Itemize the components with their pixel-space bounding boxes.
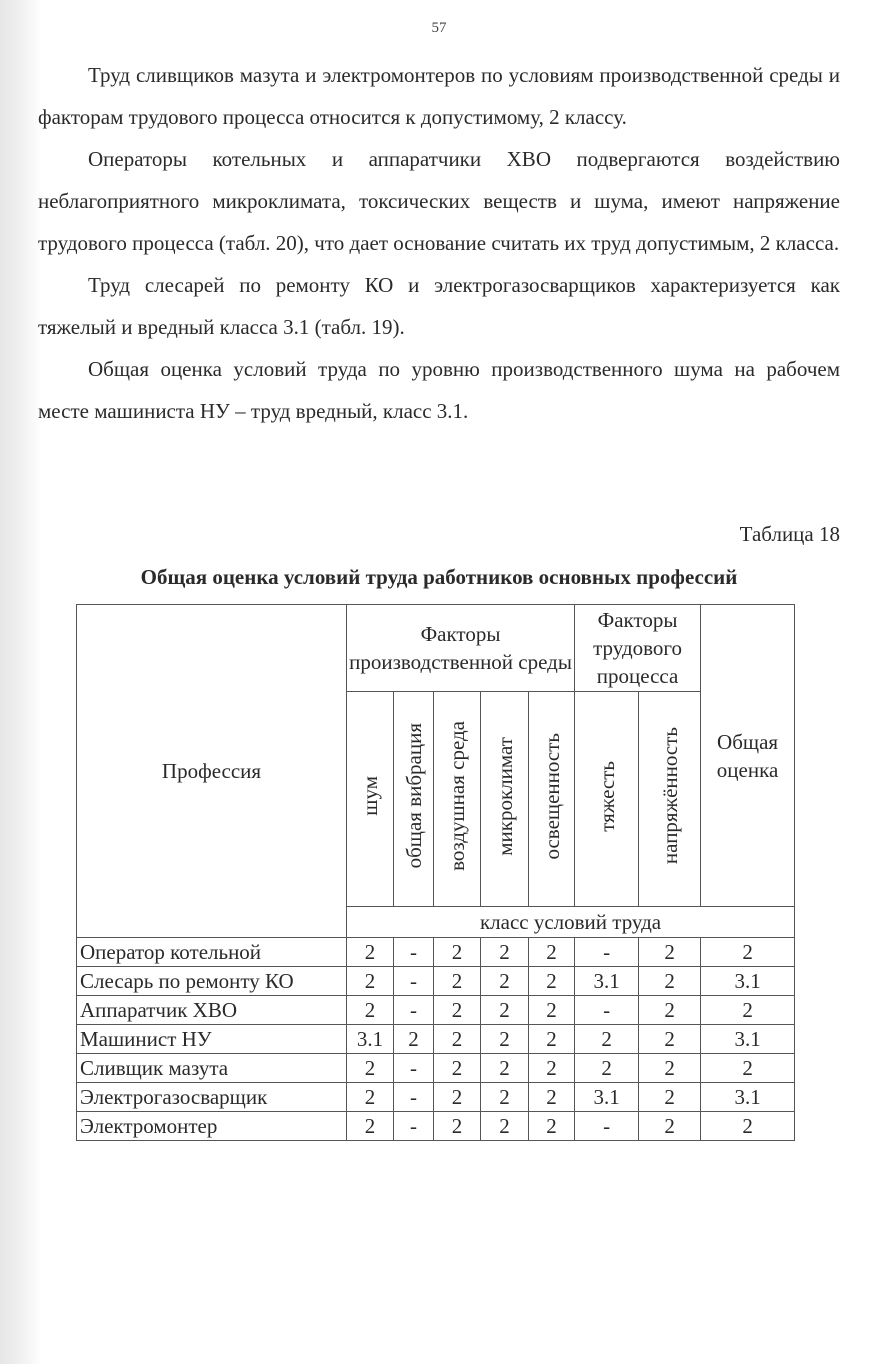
cell-overall: 2 [701, 1054, 795, 1083]
cell-value: 2 [434, 1112, 481, 1141]
cell-overall: 2 [701, 938, 795, 967]
header-class-label: класс условий труда [347, 907, 795, 938]
cell-profession: Слесарь по ремонту КО [77, 967, 347, 996]
cell-value: 2 [639, 1112, 701, 1141]
cell-overall: 2 [701, 996, 795, 1025]
header-factor-noise: шум [347, 692, 394, 907]
cell-value: 2 [434, 996, 481, 1025]
cell-overall: 3.1 [701, 1025, 795, 1054]
header-factor-microclimate: микроклимат [481, 692, 529, 907]
cell-profession: Оператор котельной [77, 938, 347, 967]
body-text [38, 54, 840, 432]
cell-value: - [394, 996, 434, 1025]
paragraph-2: Операторы котельных и аппаратчики ХВО подвергаются воздействию неблагоприятного микроклимата, токсических веществ и шума, имеют напряжение трудового процесса (табл. 20), что дает основание считать их труд допустимым, 2 класса. [38, 147, 840, 255]
cell-overall: 3.1 [701, 967, 795, 996]
cell-value: 2 [481, 1054, 529, 1083]
cell-value: 2 [394, 1025, 434, 1054]
header-factor-intensity: напряжённость [639, 692, 701, 907]
cell-overall: 3.1 [701, 1083, 795, 1112]
page-number: 57 [431, 20, 447, 36]
cell-value: - [575, 938, 639, 967]
cell-value: 2 [529, 996, 575, 1025]
header-overall: Общая оценка [701, 605, 795, 907]
scan-edge-shadow [0, 0, 42, 1364]
table-row [77, 996, 795, 1025]
cell-value: 2 [575, 1025, 639, 1054]
table-row [77, 1054, 795, 1083]
cell-value: 2 [529, 1083, 575, 1112]
cell-value: 2 [434, 1054, 481, 1083]
cell-value: 2 [347, 1112, 394, 1141]
header-factor-severity: тяжесть [575, 692, 639, 907]
cell-value: 2 [481, 1112, 529, 1141]
cell-overall: 2 [701, 1112, 795, 1141]
conditions-table [76, 604, 795, 1141]
table-row [77, 938, 795, 967]
table-row [77, 967, 795, 996]
cell-value: 2 [434, 1025, 481, 1054]
cell-value: 2 [434, 967, 481, 996]
cell-profession: Аппаратчик ХВО [77, 996, 347, 1025]
cell-value: 2 [481, 967, 529, 996]
header-factor-air: воздушная среда [434, 692, 481, 907]
table-row [77, 1112, 795, 1141]
cell-value: - [575, 996, 639, 1025]
paragraph-1: Труд сливщиков мазута и электромонтеров по условиям производственной среды и факторам трудового процесса относится к допустимому, 2 классу. [38, 63, 840, 129]
cell-profession: Электромонтер [77, 1112, 347, 1141]
table-number: Таблица 18 [739, 522, 840, 546]
cell-value: - [394, 967, 434, 996]
cell-value: 2 [529, 967, 575, 996]
cell-value: 2 [639, 1083, 701, 1112]
cell-value: 3.1 [575, 1083, 639, 1112]
cell-value: 2 [347, 996, 394, 1025]
table-row [77, 1025, 795, 1054]
cell-value: - [394, 1112, 434, 1141]
cell-value: 2 [481, 1083, 529, 1112]
table-title: Общая оценка условий труда работников основных профессий [140, 565, 738, 589]
cell-value: 2 [529, 1025, 575, 1054]
cell-value: - [394, 938, 434, 967]
cell-value: 2 [481, 1025, 529, 1054]
cell-value: 2 [481, 938, 529, 967]
cell-value: 2 [575, 1054, 639, 1083]
header-group-environment: Факторы производственной среды [347, 605, 575, 692]
header-profession: Профессия [77, 605, 347, 938]
cell-value: 2 [481, 996, 529, 1025]
paragraph-3: Труд слесарей по ремонту КО и электрогазосварщиков характеризуется как тяжелый и вредный класса 3.1 (табл. 19). [38, 273, 840, 339]
paragraph-4: Общая оценка условий труда по уровню производственного шума на рабочем месте машиниста НУ – труд вредный, класс 3.1. [38, 357, 840, 423]
cell-value: 2 [639, 1025, 701, 1054]
cell-value: 2 [434, 1083, 481, 1112]
cell-value: 3.1 [347, 1025, 394, 1054]
cell-value: 2 [347, 1054, 394, 1083]
cell-profession: Сливщик мазута [77, 1054, 347, 1083]
cell-value: 2 [639, 938, 701, 967]
cell-value: 2 [347, 938, 394, 967]
cell-value: 2 [529, 938, 575, 967]
cell-value: - [394, 1054, 434, 1083]
cell-value: 2 [529, 1112, 575, 1141]
header-factor-lighting: освещенность [529, 692, 575, 907]
cell-value: 2 [529, 1054, 575, 1083]
header-factor-vibration: общая вибрация [394, 692, 434, 907]
cell-profession: Машинист НУ [77, 1025, 347, 1054]
cell-value: 3.1 [575, 967, 639, 996]
cell-value: 2 [347, 1083, 394, 1112]
cell-value: - [575, 1112, 639, 1141]
cell-value: 2 [347, 967, 394, 996]
cell-value: 2 [639, 996, 701, 1025]
cell-value: - [394, 1083, 434, 1112]
header-group-process: Факторы трудового процесса [575, 605, 701, 692]
cell-value: 2 [639, 1054, 701, 1083]
cell-value: 2 [434, 938, 481, 967]
table-row [77, 1083, 795, 1112]
cell-profession: Электрогазосварщик [77, 1083, 347, 1112]
cell-value: 2 [639, 967, 701, 996]
